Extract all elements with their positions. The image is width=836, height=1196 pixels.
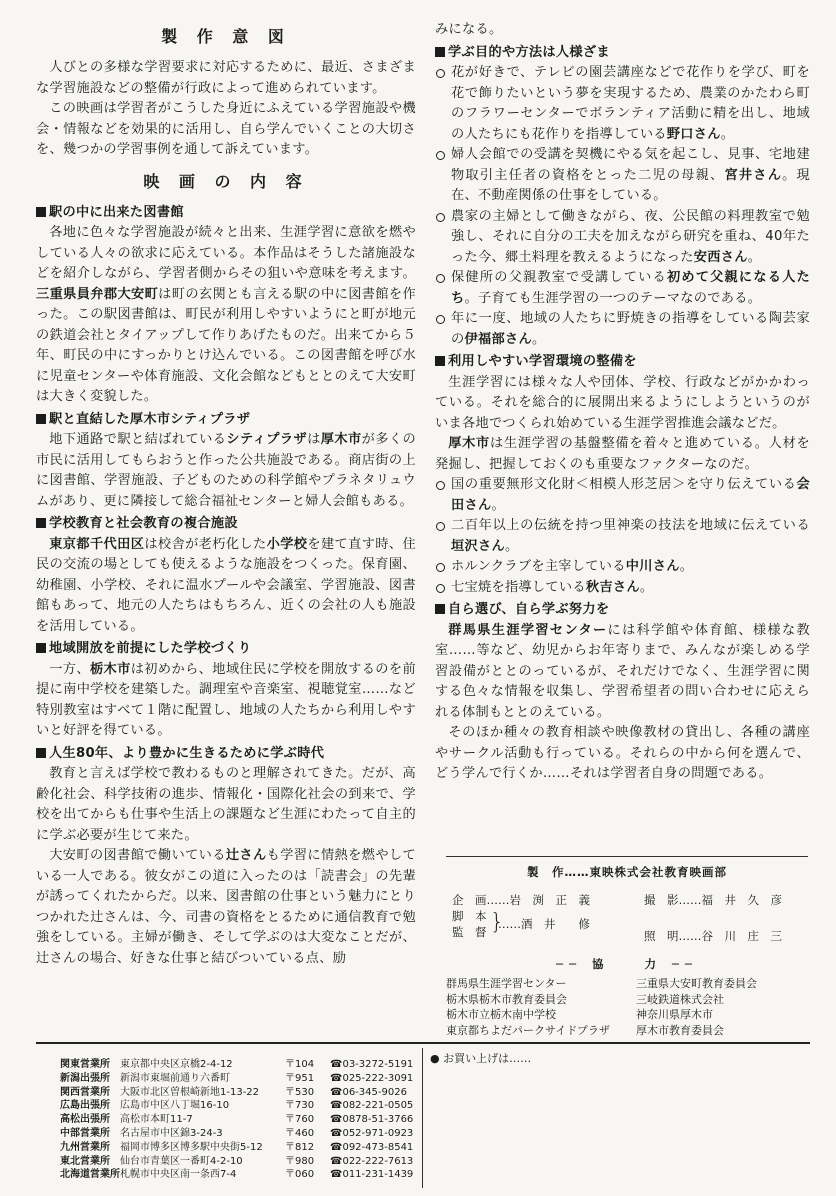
office-row: 高松出張所 高松市本町11-7 〒760 ☎0878-51-3766	[60, 1114, 414, 1126]
office-row: 中部営業所 名古屋市中区錦3-24-3 〒460 ☎052-971-0923	[60, 1127, 414, 1139]
circle-bullet-icon	[436, 69, 445, 78]
brace-icon: }	[490, 910, 504, 935]
director-label: 監 督	[452, 925, 487, 939]
intent-paragraph: 人びとの多様な学習要求に対応するために、最近、さまざまな学習施設などの整備が行政によって進められています。	[36, 60, 416, 96]
list-item: 保健所の父親教室で受講している初めて父親になる人たち。子育ても生涯学習の一つのテーマなのである。	[435, 268, 810, 309]
office-row: 新潟出張所 新潟市東堀前通り六番町 〒951 ☎025-222-3091	[60, 1072, 414, 1084]
circle-bullet-icon	[436, 522, 445, 531]
section-heading: 人生80年、より豊かに生きるために学ぶ時代	[36, 744, 416, 765]
script-director-name: ……酒 井 修	[498, 917, 590, 931]
square-bullet-icon	[36, 207, 46, 217]
resource-person-list	[435, 475, 810, 598]
continued-text: みになる。	[435, 22, 503, 37]
lighting-credit: 照 明……谷 川 庄 三	[644, 929, 782, 943]
square-bullet-icon	[36, 748, 46, 758]
section-paragraph: 群馬県生涯学習センターには科学館や体育館、様様な教室……等など、幼児からお年寄りまで、みんなが楽しめる学習設備がととのっているが、それだけでなく、生涯学習に関する色々な情報を収集し、学習希望者の問い合わせに応えられる体制もととのえている。	[435, 622, 810, 720]
office-row: 関東営業所 東京都中央区京橋2-4-12 〒104 ☎03-3272-5191	[60, 1059, 414, 1070]
list-item: 七宝焼を指導している秋吉さん。	[435, 578, 810, 599]
section-paragraph: 厚木市は生涯学習の基盤整備を着々と進めている。人材を発掘し、把握しておくのも重要なファクターなのだ。	[435, 436, 811, 472]
circle-bullet-icon	[436, 274, 445, 283]
section-paragraph: 東京都千代田区は校舎が老朽化した小学校を建て直す時、住民の交流の場としても使えるような施設をつくった。保育園、幼稚園、小学校、それに温水プールや会議室、学習施設、図書館もあって、地元の人たちはもちろん、近くの会社の人も施設を活用している。	[36, 536, 416, 634]
coop-org: 神奈川県厚木市	[636, 1008, 713, 1021]
footer-vertical-divider	[422, 1048, 423, 1188]
section-paragraph: 地下通路で駅と結ばれているシティプラザは厚木市が多くの市民に活用してもらおうと作った公共施設である。商店街の上に図書館、学習施設、子どものための科学館やプラネタリュウムがあり、更に隣接して総合福祉センターと婦人会館もある。	[36, 432, 416, 509]
list-item: 花が好きで、テレビの園芸講座などで花作りを学び、町を花で飾りたいという夢を実現するため、農業のかたわら町のフラワーセンターでボランティア活動に精を出し、地域の人たちにも花作りを指導している野口さん。	[435, 63, 810, 145]
section-heading: 自ら選び、自ら学ぶ努力を	[435, 600, 810, 621]
circle-bullet-icon	[436, 151, 445, 160]
section-paragraph: 一方、栃木市は初めから、地域住民に学校を開放するのを前提に南中学校を建築した。調理室や音楽室、視聴覚室……など特別教室はすべて１階に配置し、地域の人たちから利用しやすいと好評を得ている。	[36, 661, 416, 738]
cooperation-heading: ── 協 力 ──	[556, 957, 698, 971]
script-label: 脚 本	[452, 909, 487, 923]
coop-org: 栃木県栃木市教育委員会	[446, 992, 567, 1006]
section-heading: 学ぶ目的や方法は人様ざま	[435, 43, 810, 64]
coop-org: 栃木市立栃木南中学校	[446, 1008, 556, 1021]
section-paragraph: 各地に色々な学習施設が続々と出来、生涯学習に意欲を燃やしている人々の欲求に応えている。本作品はそうした諸施設などを紹介しながら、学習者側からその狙いや意味を考えます。三重県員弁郡大安町は町の玄関とも言える駅の中に図書館を作った。この駅図書館は、町民が利用しやすいようにと町が地元の鉄道会社とタイアップして作りあげたものだ。出来てから５年、町民の中にすっかりとけ込んでいる。この図書館を呼び水に児童センターや体育施設、文化会館などもととのえて大安町は大きく変貌した。	[36, 225, 416, 404]
production-credit: 製 作……東映株式会社教育映画部	[527, 865, 727, 879]
camera-credit: 撮 影……福 井 久 彦	[644, 893, 782, 907]
left-column	[36, 20, 416, 969]
coop-org: 東京都ちよだパークサイドプラザ	[446, 1023, 610, 1037]
coop-org: 三重県大安町教育委員会	[636, 977, 757, 990]
list-item: ホルンクラブを主宰している中川さん。	[435, 557, 810, 578]
square-bullet-icon	[36, 518, 46, 528]
production-intent-title: 製 作 意 図	[161, 27, 291, 46]
section-paragraph: 大安町の図書館で働いている辻さんも学習に情熱を燃やしている一人である。彼女がこの道に入ったのは「読書会」の先輩が誘ってくれたからだ。以来、図書館の仕事という魅力にとりつかれた辻さんは、今、司書の資格をとるために通信教育で勉強をしている。主婦が働き、そして学ぶのは大変なことだが、辻さんの場合、好きな仕事と結びついている点、励	[36, 848, 416, 966]
section-heading: 駅と直結した厚木市シティプラザ	[36, 410, 416, 431]
coop-org: 群馬県生涯学習センター	[446, 977, 567, 990]
square-bullet-icon	[435, 356, 445, 366]
circle-bullet-icon	[436, 563, 445, 572]
office-row: 東北営業所 仙台市青葉区一番町4-2-10 〒980 ☎022-222-7613	[60, 1155, 414, 1167]
circle-bullet-icon	[436, 584, 445, 593]
section-heading: 学校教育と社会教育の複合施設	[36, 514, 416, 535]
circle-bullet-icon	[436, 213, 445, 222]
list-item: 農家の主婦として働きながら、夜、公民館の料理教室で勉強し、それに自分の工夫を加えながら研究を重ね、40年たった今、郷土料理を教えるようになった安西さん。	[435, 207, 810, 269]
square-bullet-icon	[435, 47, 445, 57]
credits-block	[446, 864, 808, 1038]
square-bullet-icon	[36, 643, 46, 653]
circle-bullet-icon	[436, 481, 445, 490]
list-item: 国の重要無形文化財＜相模人形芝居＞を守り伝えている会田さん。	[435, 475, 810, 516]
list-item: 婦人会館での受講を契機にやる気を起こし、見事、宅地建物取引主任者の資格をとった二児の母親、宮井さん。現在、不動産関係の仕事をしている。	[435, 145, 810, 207]
office-row: 広島出張所 広島市中区八丁堀16-10 〒730 ☎082-221-0505	[60, 1100, 414, 1112]
circle-bullet-icon	[436, 315, 445, 324]
list-item: 年に一度、地域の人たちに野焼きの指導をしている陶芸家の伊福部さん。	[435, 309, 810, 350]
intent-paragraph: この映画は学習者がこうした身近にふえている学習施設や機会・情報などを効果的に活用し、自ら学んでいくことの大切さを、幾つかの学習事例を通して訴えています。	[36, 101, 416, 157]
footer-divider	[36, 1042, 810, 1044]
office-directory	[60, 1058, 422, 1182]
square-bullet-icon	[36, 414, 46, 424]
coop-org: 厚木市教育委員会	[636, 1023, 724, 1037]
film-content-title: 映 画 の 内 容	[143, 171, 309, 191]
learner-list	[435, 63, 810, 350]
square-bullet-icon	[435, 604, 445, 614]
section-paragraph: 教育と言えば学校で教わるものと理解されてきた。だが、高齢化社会、科学技術の進歩、情報化・国際化社会の到来で、学校を出てからも仕事や生活上の課題など生涯にわたって自主的に学ぶ必要が生じて来た。	[36, 766, 416, 843]
office-row: 関西営業所 大阪市北区曽根崎新地1-13-22 〒530 ☎06-345-9026	[60, 1086, 407, 1098]
purchase-note: ● お買い上げは……	[430, 1052, 532, 1065]
office-row: 北海道営業所 札幌市中央区南一条西7-4 〒060 ☎011-231-1439	[60, 1169, 414, 1181]
staff-credits	[446, 892, 808, 950]
cooperation-list	[446, 976, 808, 1038]
right-column	[435, 20, 810, 785]
office-row: 九州営業所 福岡市博多区博多駅中央街5-12 〒812 ☎092-473-8541	[60, 1141, 414, 1153]
list-item: 二百年以上の伝統を持つ里神楽の技法を地域に伝えている垣沢さん。	[435, 516, 810, 557]
planning-credit: 企 画……岩 渕 正 義	[452, 893, 590, 907]
section-paragraph: 生涯学習には様々な人や団体、学校、行政などがかかわっている。それを総合的に展開出来るようにしようというのがいま各地でつくられ始めている生涯学習推進会議などだ。	[435, 374, 810, 431]
credits-divider	[446, 856, 808, 857]
coop-org: 三岐鉄道株式会社	[636, 992, 724, 1006]
section-heading: 駅の中に出来た図書館	[36, 203, 416, 224]
section-heading: 地域開放を前提にした学校づくり	[36, 639, 416, 660]
section-heading: 利用しやすい学習環境の整備を	[435, 352, 810, 373]
section-paragraph: そのほか種々の教育相談や映像教材の貸出し、各種の講座やサークル活動も行っている。それらの中から何を選んで、どう学んで行くか……それは学習者自身の問題である。	[435, 725, 810, 781]
